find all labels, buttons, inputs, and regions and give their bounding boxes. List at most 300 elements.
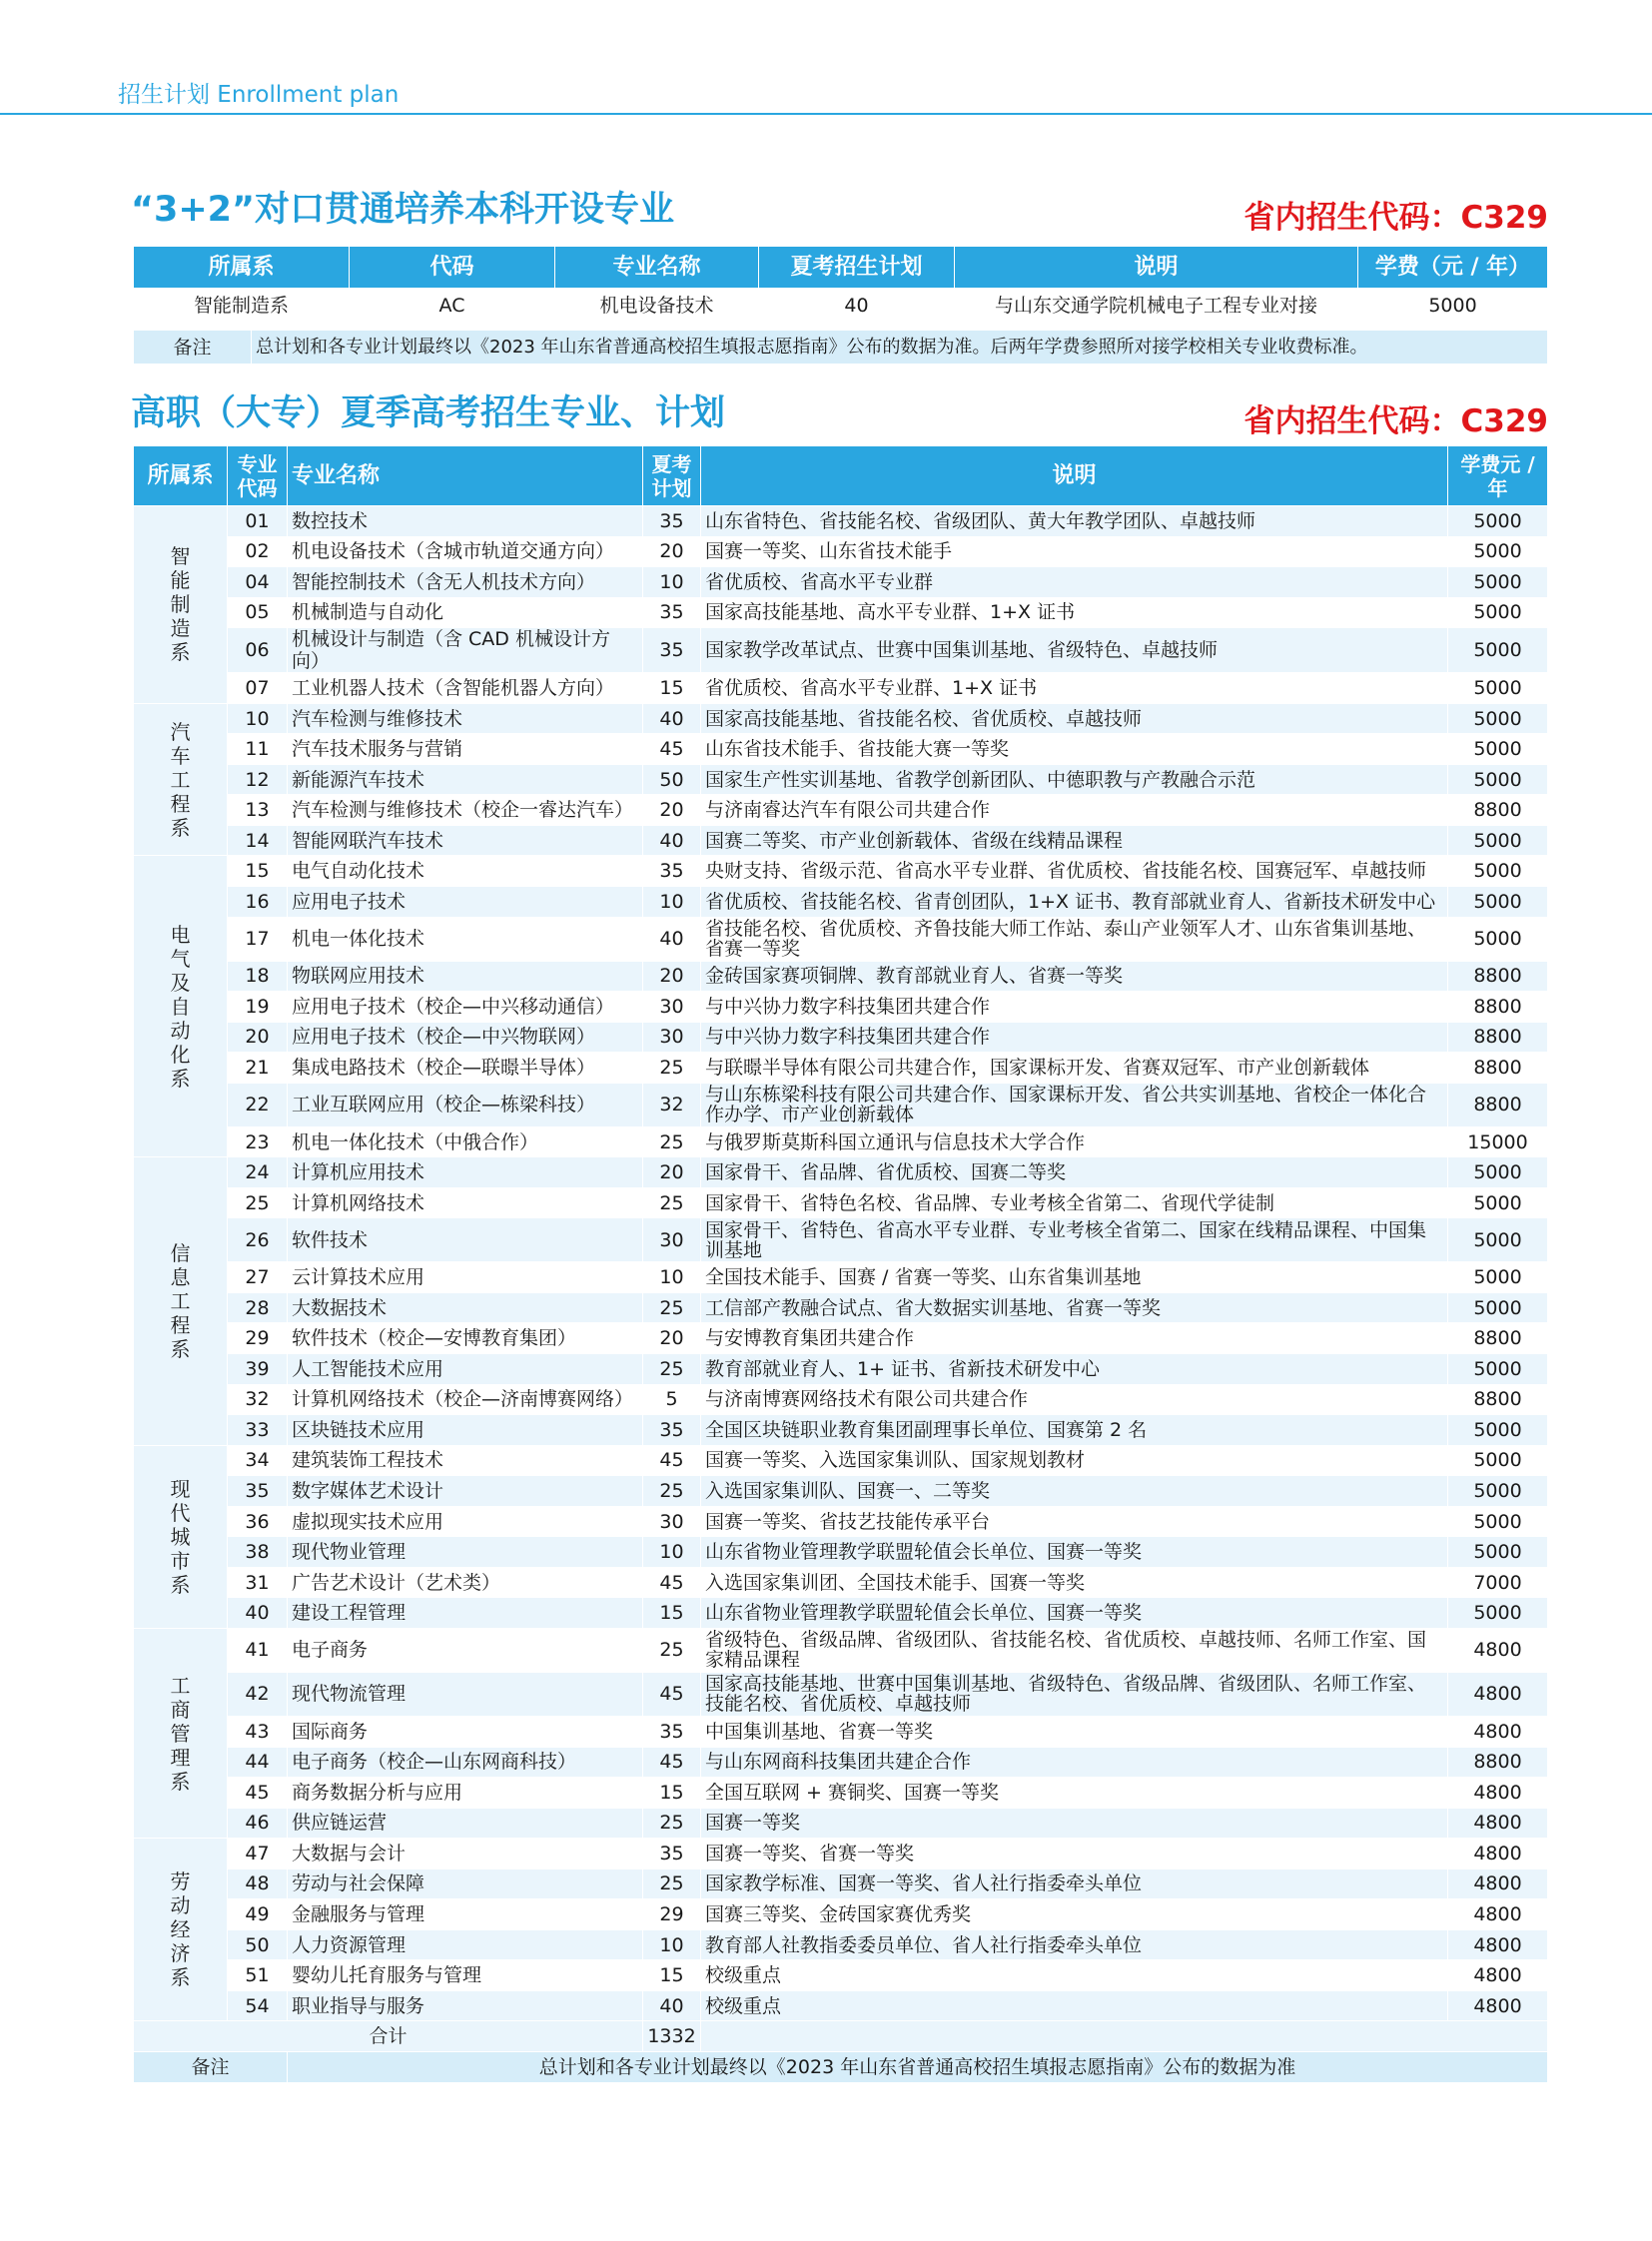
dept-cell bbox=[134, 1628, 228, 1838]
fee-cell: 5000 bbox=[1448, 1292, 1548, 1323]
table-row bbox=[134, 825, 1548, 856]
table-row bbox=[134, 917, 1548, 961]
name-cell: 机电设备技术 bbox=[555, 289, 759, 323]
fee-cell: 8800 bbox=[1448, 1747, 1548, 1778]
plan-cell: 40 bbox=[643, 1990, 701, 2021]
dept-cell bbox=[134, 506, 228, 704]
name-cell: 应用电子技术（校企—中兴移动通信） bbox=[288, 992, 643, 1023]
code-cell: 14 bbox=[228, 825, 288, 856]
fee-cell: 4800 bbox=[1448, 1868, 1548, 1899]
code-cell: 15 bbox=[228, 856, 288, 887]
fee-cell: 5000 bbox=[1448, 567, 1548, 598]
name-cell: 应用电子技术（校企—中兴物联网） bbox=[288, 1022, 643, 1053]
table-row bbox=[134, 1384, 1548, 1415]
plan-cell: 10 bbox=[643, 1929, 701, 1960]
name-cell: 集成电路技术（校企—联暻半导体） bbox=[288, 1053, 643, 1084]
code-cell: 18 bbox=[228, 961, 288, 992]
name-cell: 虚拟现实技术应用 bbox=[288, 1506, 643, 1537]
total-value: 1332 bbox=[643, 2021, 701, 2052]
code-cell: 11 bbox=[228, 734, 288, 765]
page-header bbox=[0, 0, 1652, 118]
col-header-dept: 所属系 bbox=[134, 446, 228, 506]
table-row bbox=[134, 1187, 1548, 1218]
plan-cell: 35 bbox=[643, 628, 701, 673]
section2-table bbox=[133, 445, 1548, 2083]
table-row bbox=[134, 289, 1548, 323]
desc-cell: 国赛一等奖 bbox=[701, 1808, 1448, 1839]
table-row bbox=[134, 628, 1548, 673]
desc-cell: 山东省物业管理教学联盟轮值会长单位、国赛一等奖 bbox=[701, 1598, 1448, 1629]
plan-cell: 20 bbox=[643, 1157, 701, 1188]
desc-cell: 全国区块链职业教育集团副理事长单位、国赛第 2 名 bbox=[701, 1415, 1448, 1446]
table-row bbox=[134, 1157, 1548, 1188]
name-cell: 智能网联汽车技术 bbox=[288, 825, 643, 856]
table-row bbox=[134, 1672, 1548, 1716]
fee-cell: 4800 bbox=[1448, 1990, 1548, 2021]
table-row bbox=[134, 506, 1548, 537]
desc-cell: 国赛一等奖、山东省技术能手 bbox=[701, 536, 1448, 567]
code-cell: 23 bbox=[228, 1126, 288, 1157]
code-cell: 17 bbox=[228, 917, 288, 961]
desc-cell: 教育部人社教指委委员单位、省人社行指委牵头单位 bbox=[701, 1929, 1448, 1960]
plan-cell: 45 bbox=[643, 1747, 701, 1778]
plan-cell: 20 bbox=[643, 961, 701, 992]
desc-cell: 国家教学改革试点、世赛中国集训基地、省级特色、卓越技师 bbox=[701, 628, 1448, 673]
desc-cell: 与联暻半导体有限公司共建合作，国家课标开发、省赛双冠军、市产业创新载体 bbox=[701, 1053, 1448, 1084]
fee-cell: 15000 bbox=[1448, 1126, 1548, 1157]
fee-cell: 5000 bbox=[1448, 887, 1548, 918]
name-cell: 软件技术 bbox=[288, 1218, 643, 1262]
table-row bbox=[134, 1022, 1548, 1053]
plan-cell: 30 bbox=[643, 992, 701, 1023]
name-cell: 新能源汽车技术 bbox=[288, 764, 643, 795]
dept-label: 工商管理系 bbox=[170, 1673, 191, 1794]
name-cell: 机电一体化技术（中俄合作） bbox=[288, 1126, 643, 1157]
code-cell: 46 bbox=[228, 1808, 288, 1839]
fee-cell: 7000 bbox=[1448, 1567, 1548, 1598]
fee-cell: 5000 bbox=[1448, 734, 1548, 765]
desc-cell: 国家骨干、省特色、省高水平专业群、专业考核全省第二、国家在线精品课程、中国集训基地 bbox=[701, 1218, 1448, 1262]
desc-cell: 国赛三等奖、金砖国家赛优秀奖 bbox=[701, 1899, 1448, 1930]
name-cell: 电气自动化技术 bbox=[288, 856, 643, 887]
table-row bbox=[134, 764, 1548, 795]
table-row bbox=[134, 1083, 1548, 1126]
code-cell: 05 bbox=[228, 597, 288, 628]
table-row bbox=[134, 1354, 1548, 1385]
desc-cell: 山东省物业管理教学联盟轮值会长单位、国赛一等奖 bbox=[701, 1537, 1448, 1568]
table-row bbox=[134, 1262, 1548, 1293]
desc-cell: 全国技术能手、国赛 / 省赛一等奖、山东省集训基地 bbox=[701, 1262, 1448, 1293]
fee-cell: 8800 bbox=[1448, 1022, 1548, 1053]
desc-cell: 全国互联网 + 赛铜奖、国赛一等奖 bbox=[701, 1778, 1448, 1809]
col-header-fee: 学费元 / 年 bbox=[1448, 446, 1548, 506]
name-cell: 国际商务 bbox=[288, 1716, 643, 1747]
code-cell: 42 bbox=[228, 1672, 288, 1716]
plan-cell: 30 bbox=[643, 1218, 701, 1262]
desc-cell: 与山东网商科技集团共建企合作 bbox=[701, 1747, 1448, 1778]
desc-cell: 与济南睿达汽车有限公司共建合作 bbox=[701, 795, 1448, 826]
desc-cell: 省技能名校、省优质校、齐鲁技能大师工作站、泰山产业领军人才、山东省集训基地、省赛一等奖 bbox=[701, 917, 1448, 961]
fee-cell: 5000 bbox=[1448, 1445, 1548, 1476]
desc-cell: 央财支持、省级示范、省高水平专业群、省优质校、省技能名校、国赛冠军、卓越技师 bbox=[701, 856, 1448, 887]
table-row bbox=[134, 1808, 1548, 1839]
col-header-name: 专业名称 bbox=[288, 446, 643, 506]
name-cell: 工业互联网应用（校企—栋梁科技） bbox=[288, 1083, 643, 1126]
plan-cell: 40 bbox=[643, 825, 701, 856]
plan-cell: 25 bbox=[643, 1354, 701, 1385]
name-cell: 工业机器人技术（含智能机器人方向） bbox=[288, 673, 643, 704]
section1-title: “3+2”对口贯通培养本科开设专业 bbox=[131, 190, 675, 230]
code-cell: 07 bbox=[228, 673, 288, 704]
plan-cell: 35 bbox=[643, 1839, 701, 1869]
table-row bbox=[134, 597, 1548, 628]
name-cell: 人工智能技术应用 bbox=[288, 1354, 643, 1385]
fee-cell: 5000 bbox=[1448, 1598, 1548, 1629]
code-cell: 19 bbox=[228, 992, 288, 1023]
code-cell: 10 bbox=[228, 703, 288, 734]
name-cell: 汽车检测与维修技术 bbox=[288, 703, 643, 734]
code-cell: 50 bbox=[228, 1929, 288, 1960]
code-cell: 21 bbox=[228, 1053, 288, 1084]
note-text: 总计划和各专业计划最终以《2023 年山东省普通高校招生填报志愿指南》公布的数据为准 bbox=[288, 2051, 1548, 2082]
name-cell: 数控技术 bbox=[288, 506, 643, 537]
code-cell: 51 bbox=[228, 1960, 288, 1991]
code-cell: 45 bbox=[228, 1778, 288, 1809]
col-header: 学费（元 / 年） bbox=[1358, 247, 1548, 289]
table-row bbox=[134, 1628, 1548, 1672]
table-row bbox=[134, 1899, 1548, 1930]
fee-cell: 5000 bbox=[1448, 1187, 1548, 1218]
name-cell: 机械设计与制造（含 CAD 机械设计方向） bbox=[288, 628, 643, 673]
section2-code: 省内招生代码：C329 bbox=[1243, 403, 1548, 439]
table-row bbox=[134, 673, 1548, 704]
name-cell: 机电一体化技术 bbox=[288, 917, 643, 961]
desc-cell: 国赛一等奖、省赛一等奖 bbox=[701, 1839, 1448, 1869]
table-row bbox=[134, 734, 1548, 765]
name-cell: 建设工程管理 bbox=[288, 1598, 643, 1629]
name-cell: 电子商务 bbox=[288, 1628, 643, 1672]
fee-cell: 4800 bbox=[1448, 1628, 1548, 1672]
name-cell: 婴幼儿托育服务与管理 bbox=[288, 1960, 643, 1991]
table-row bbox=[134, 1506, 1548, 1537]
col-header: 所属系 bbox=[134, 247, 350, 289]
code-cell: 34 bbox=[228, 1445, 288, 1476]
table-row bbox=[134, 1476, 1548, 1507]
desc-cell: 与安博教育集团共建合作 bbox=[701, 1323, 1448, 1354]
desc-cell: 国赛二等奖、市产业创新载体、省级在线精品课程 bbox=[701, 825, 1448, 856]
plan-cell: 45 bbox=[643, 1672, 701, 1716]
name-cell: 大数据技术 bbox=[288, 1292, 643, 1323]
code-cell: 24 bbox=[228, 1157, 288, 1188]
fee-cell: 5000 bbox=[1448, 1157, 1548, 1188]
section2-table-body bbox=[134, 506, 1548, 2083]
name-cell: 供应链运营 bbox=[288, 1808, 643, 1839]
code-cell: 54 bbox=[228, 1990, 288, 2021]
dept-cell bbox=[134, 856, 228, 1157]
dept-label: 劳动经济系 bbox=[170, 1869, 191, 1990]
code-cell: 35 bbox=[228, 1476, 288, 1507]
table-row bbox=[134, 1868, 1548, 1899]
code-cell: 38 bbox=[228, 1537, 288, 1568]
name-cell: 区块链技术应用 bbox=[288, 1415, 643, 1446]
plan-cell: 10 bbox=[643, 1537, 701, 1568]
code-cell: 39 bbox=[228, 1354, 288, 1385]
table-row bbox=[134, 1839, 1548, 1869]
desc-cell: 入选国家集训团、全国技术能手、国赛一等奖 bbox=[701, 1567, 1448, 1598]
name-cell: 职业指导与服务 bbox=[288, 1990, 643, 2021]
code-cell: 41 bbox=[228, 1628, 288, 1672]
table-row bbox=[134, 887, 1548, 918]
plan-cell: 25 bbox=[643, 1628, 701, 1672]
fee-cell: 8800 bbox=[1448, 1384, 1548, 1415]
plan-cell: 25 bbox=[643, 1126, 701, 1157]
code-cell: 25 bbox=[228, 1187, 288, 1218]
plan-cell: 30 bbox=[643, 1022, 701, 1053]
table-row bbox=[134, 1292, 1548, 1323]
table-row bbox=[134, 1323, 1548, 1354]
code-cell: 29 bbox=[228, 1323, 288, 1354]
code-cell: 22 bbox=[228, 1083, 288, 1126]
code-cell: 40 bbox=[228, 1598, 288, 1629]
code-cell: 49 bbox=[228, 1899, 288, 1930]
fee-cell: 5000 bbox=[1448, 673, 1548, 704]
name-cell: 现代物业管理 bbox=[288, 1537, 643, 1568]
name-cell: 大数据与会计 bbox=[288, 1839, 643, 1869]
table-row bbox=[134, 1960, 1548, 1991]
desc-cell: 国家高技能基地、省技能名校、省优质校、卓越技师 bbox=[701, 703, 1448, 734]
name-cell: 计算机网络技术（校企—济南博赛网络） bbox=[288, 1384, 643, 1415]
code-cell: 47 bbox=[228, 1839, 288, 1869]
name-cell: 人力资源管理 bbox=[288, 1929, 643, 1960]
total-empty bbox=[701, 2021, 1548, 2052]
desc-cell: 国家骨干、省品牌、省优质校、国赛二等奖 bbox=[701, 1157, 1448, 1188]
fee-cell: 8800 bbox=[1448, 1323, 1548, 1354]
fee-cell: 8800 bbox=[1448, 795, 1548, 826]
plan-cell: 15 bbox=[643, 1778, 701, 1809]
section2-title: 高职（大专）夏季高考招生专业、计划 bbox=[131, 393, 726, 433]
fee-cell: 5000 bbox=[1448, 917, 1548, 961]
desc-cell: 国家高技能基地、高水平专业群、1+X 证书 bbox=[701, 597, 1448, 628]
desc-cell: 与山东栋梁科技有限公司共建合作、国家课标开发、省公共实训基地、省校企一体化合作办学、市产业创新载体 bbox=[701, 1083, 1448, 1126]
code-cell: 12 bbox=[228, 764, 288, 795]
name-cell: 广告艺术设计（艺术类） bbox=[288, 1567, 643, 1598]
desc-cell: 省优质校、省技能名校、省青创团队，1+X 证书、教育部就业育人、省新技术研发中心 bbox=[701, 887, 1448, 918]
table-row bbox=[134, 1537, 1548, 1568]
code-cell: 16 bbox=[228, 887, 288, 918]
table-row bbox=[134, 1598, 1548, 1629]
table-row bbox=[134, 1990, 1548, 2021]
plan-cell: 50 bbox=[643, 764, 701, 795]
dept-label: 现代城市系 bbox=[170, 1476, 191, 1597]
plan-cell: 20 bbox=[643, 1323, 701, 1354]
plan-cell: 32 bbox=[643, 1083, 701, 1126]
dept-label: 智能制造系 bbox=[170, 544, 191, 665]
plan-cell: 29 bbox=[643, 1899, 701, 1930]
desc-cell: 与中兴协力数字科技集团共建合作 bbox=[701, 992, 1448, 1023]
code-cell: 06 bbox=[228, 628, 288, 673]
section1-code: 省内招生代码：C329 bbox=[1243, 200, 1548, 236]
plan-cell: 45 bbox=[643, 1567, 701, 1598]
desc-cell: 国家高技能基地、世赛中国集训基地、省级特色、省级品牌、省级团队、名师工作室、技能名校、省优质校、卓越技师 bbox=[701, 1672, 1448, 1716]
plan-cell: 20 bbox=[643, 536, 701, 567]
desc-cell: 与俄罗斯莫斯科国立通讯与信息技术大学合作 bbox=[701, 1126, 1448, 1157]
fee-cell: 5000 bbox=[1448, 506, 1548, 537]
code-cell: 43 bbox=[228, 1716, 288, 1747]
col-header: 夏考招生计划 bbox=[759, 247, 955, 289]
plan-cell: 25 bbox=[643, 1868, 701, 1899]
table-row bbox=[134, 992, 1548, 1023]
desc-cell: 教育部就业育人、1+ 证书、省新技术研发中心 bbox=[701, 1354, 1448, 1385]
table-row bbox=[134, 1716, 1548, 1747]
plan-cell: 40 bbox=[643, 703, 701, 734]
plan-cell: 40 bbox=[759, 289, 955, 323]
plan-cell: 40 bbox=[643, 917, 701, 961]
desc-cell: 山东省特色、省技能名校、省级团队、黄大年教学团队、卓越技师 bbox=[701, 506, 1448, 537]
code-cell: 04 bbox=[228, 567, 288, 598]
name-cell: 物联网应用技术 bbox=[288, 961, 643, 992]
fee-cell: 5000 bbox=[1448, 1218, 1548, 1262]
plan-cell: 35 bbox=[643, 506, 701, 537]
name-cell: 机械制造与自动化 bbox=[288, 597, 643, 628]
dept-cell bbox=[134, 703, 228, 856]
desc-cell: 国家生产性实训基地、省教学创新团队、中德职教与产教融合示范 bbox=[701, 764, 1448, 795]
plan-cell: 15 bbox=[643, 1960, 701, 1991]
code-cell: 27 bbox=[228, 1262, 288, 1293]
desc-cell: 国赛一等奖、入选国家集训队、国家规划教材 bbox=[701, 1445, 1448, 1476]
code-cell: 26 bbox=[228, 1218, 288, 1262]
fee-cell: 8800 bbox=[1448, 992, 1548, 1023]
name-cell: 智能控制技术（含无人机技术方向） bbox=[288, 567, 643, 598]
plan-cell: 10 bbox=[643, 1262, 701, 1293]
code-cell: 33 bbox=[228, 1415, 288, 1446]
name-cell: 建筑装饰工程技术 bbox=[288, 1445, 643, 1476]
col-header-desc: 说明 bbox=[701, 446, 1448, 506]
fee-cell: 4800 bbox=[1448, 1929, 1548, 1960]
table-row bbox=[134, 1053, 1548, 1084]
code-cell: 44 bbox=[228, 1747, 288, 1778]
desc-cell: 国家骨干、省特色名校、省品牌、专业考核全省第二、省现代学徒制 bbox=[701, 1187, 1448, 1218]
fee-cell: 8800 bbox=[1448, 961, 1548, 992]
desc-cell: 中国集训基地、省赛一等奖 bbox=[701, 1716, 1448, 1747]
desc-cell: 国家教学标准、国赛一等奖、省人社行指委牵头单位 bbox=[701, 1868, 1448, 1899]
plan-cell: 25 bbox=[643, 1187, 701, 1218]
dept-label: 汽车工程系 bbox=[170, 719, 191, 840]
fee-cell: 5000 bbox=[1448, 1354, 1548, 1385]
code-cell: 31 bbox=[228, 1567, 288, 1598]
desc-cell: 与济南博赛网络技术有限公司共建合作 bbox=[701, 1384, 1448, 1415]
col-header: 专业名称 bbox=[555, 247, 759, 289]
code-cell: 28 bbox=[228, 1292, 288, 1323]
col-header: 说明 bbox=[955, 247, 1358, 289]
plan-cell: 35 bbox=[643, 856, 701, 887]
name-cell: 应用电子技术 bbox=[288, 887, 643, 918]
table-row bbox=[134, 961, 1548, 992]
plan-cell: 15 bbox=[643, 673, 701, 704]
note-row bbox=[134, 2051, 1548, 2082]
fee-cell: 4800 bbox=[1448, 1899, 1548, 1930]
header-divider bbox=[0, 113, 1652, 115]
plan-cell: 45 bbox=[643, 1445, 701, 1476]
col-header-code: 专业代码 bbox=[228, 446, 288, 506]
desc-cell: 金砖国家赛项铜牌、教育部就业育人、省赛一等奖 bbox=[701, 961, 1448, 992]
fee-cell: 5000 bbox=[1448, 1415, 1548, 1446]
note-row bbox=[134, 331, 1548, 365]
desc-cell: 与中兴协力数字科技集团共建合作 bbox=[701, 1022, 1448, 1053]
desc-cell: 校级重点 bbox=[701, 1960, 1448, 1991]
table-row bbox=[134, 703, 1548, 734]
table-row bbox=[134, 1218, 1548, 1262]
fee-cell: 4800 bbox=[1448, 1808, 1548, 1839]
name-cell: 数字媒体艺术设计 bbox=[288, 1476, 643, 1507]
name-cell: 机电设备技术（含城市轨道交通方向） bbox=[288, 536, 643, 567]
dept-label: 电气及自动化系 bbox=[170, 922, 191, 1091]
fee-cell: 5000 bbox=[1448, 628, 1548, 673]
name-cell: 软件技术（校企—安博教育集团） bbox=[288, 1323, 643, 1354]
section1-note-table bbox=[133, 330, 1548, 365]
plan-cell: 5 bbox=[643, 1384, 701, 1415]
table-row bbox=[134, 1126, 1548, 1157]
note-text: 总计划和各专业计划最终以《2023 年山东省普通高校招生填报志愿指南》公布的数据为准。后两年学费参照所对接学校相关专业收费标准。 bbox=[252, 331, 1548, 365]
fee-cell: 4800 bbox=[1448, 1672, 1548, 1716]
fee-cell: 5000 bbox=[1448, 536, 1548, 567]
plan-cell: 35 bbox=[643, 597, 701, 628]
desc-cell: 省级特色、省级品牌、省级团队、省技能名校、省优质校、卓越技师、名师工作室、国家精品课程 bbox=[701, 1628, 1448, 1672]
plan-cell: 30 bbox=[643, 1506, 701, 1537]
fee-cell: 5000 bbox=[1448, 764, 1548, 795]
plan-cell: 25 bbox=[643, 1292, 701, 1323]
dept-cell bbox=[134, 1157, 228, 1445]
note-label: 备注 bbox=[134, 331, 252, 365]
fee-cell: 5000 bbox=[1448, 597, 1548, 628]
name-cell: 云计算技术应用 bbox=[288, 1262, 643, 1293]
fee-cell: 4800 bbox=[1448, 1716, 1548, 1747]
plan-cell: 35 bbox=[643, 1415, 701, 1446]
code-cell: 13 bbox=[228, 795, 288, 826]
table-row bbox=[134, 1929, 1548, 1960]
code-cell: 02 bbox=[228, 536, 288, 567]
code-cell: 20 bbox=[228, 1022, 288, 1053]
code-cell: 32 bbox=[228, 1384, 288, 1415]
dept-label: 信息工程系 bbox=[170, 1240, 191, 1361]
desc-cell: 入选国家集训队、国赛一、二等奖 bbox=[701, 1476, 1448, 1507]
section1-table bbox=[133, 246, 1548, 323]
table-row bbox=[134, 1445, 1548, 1476]
plan-cell: 25 bbox=[643, 1808, 701, 1839]
plan-cell: 25 bbox=[643, 1053, 701, 1084]
name-cell: 汽车技术服务与营销 bbox=[288, 734, 643, 765]
header-label: 招生计划 Enrollment plan bbox=[118, 82, 400, 108]
table-row bbox=[134, 856, 1548, 887]
table-row bbox=[134, 1567, 1548, 1598]
fee-cell: 4800 bbox=[1448, 1960, 1548, 1991]
fee-cell: 8800 bbox=[1448, 1053, 1548, 1084]
plan-cell: 25 bbox=[643, 1476, 701, 1507]
fee-cell: 4800 bbox=[1448, 1839, 1548, 1869]
table-row bbox=[134, 795, 1548, 826]
table-row bbox=[134, 567, 1548, 598]
code-cell: 36 bbox=[228, 1506, 288, 1537]
dept-cell: 智能制造系 bbox=[134, 289, 350, 323]
fee-cell: 5000 bbox=[1448, 1506, 1548, 1537]
total-row bbox=[134, 2021, 1548, 2052]
fee-cell: 5000 bbox=[1448, 856, 1548, 887]
plan-cell: 35 bbox=[643, 1716, 701, 1747]
name-cell: 商务数据分析与应用 bbox=[288, 1778, 643, 1809]
col-header-plan: 夏考计划 bbox=[643, 446, 701, 506]
dept-cell bbox=[134, 1445, 228, 1628]
table-row bbox=[134, 1747, 1548, 1778]
total-label: 合计 bbox=[134, 2021, 643, 2052]
